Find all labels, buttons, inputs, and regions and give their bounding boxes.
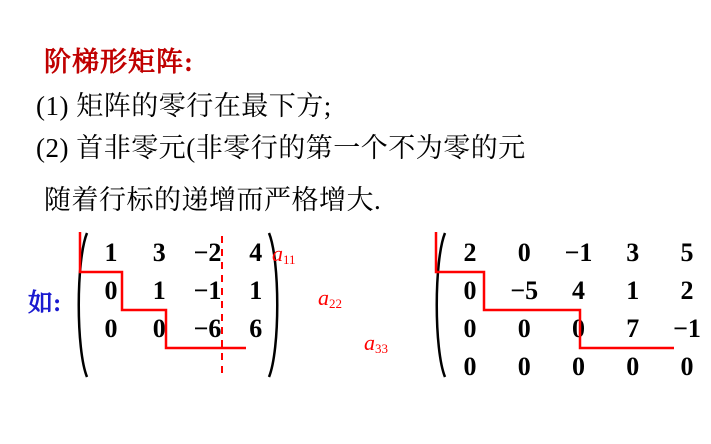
example-label: 如: <box>28 290 62 317</box>
cell: 1 <box>152 276 166 305</box>
matrix-one-left-paren <box>70 230 90 378</box>
table-row <box>90 310 277 348</box>
annotation-a22-sub: 22 <box>329 296 342 311</box>
cell: 0 <box>463 352 477 381</box>
annotation-a33-sub: 33 <box>375 341 388 356</box>
rule-line-1: (1) 矩阵的零行在最下方; <box>36 91 332 121</box>
rule-line-2: (2) 首非零元(非零行的第一个不为零的元 <box>36 133 526 163</box>
cell: 0 <box>572 314 585 343</box>
cell: 4 <box>572 276 585 305</box>
annotation-a22-base: a <box>318 285 329 310</box>
cell: 0 <box>626 352 640 381</box>
cell: 3 <box>626 238 640 267</box>
cell: −6 <box>193 314 222 343</box>
annotation-a33-base: a <box>364 330 375 355</box>
cell: 0 <box>152 314 166 343</box>
cell: 5 <box>680 238 694 267</box>
cell: 0 <box>572 352 585 381</box>
annotation-a22 <box>318 285 342 312</box>
cell: 2 <box>463 238 477 267</box>
annotation-a11-sub: 11 <box>283 252 296 267</box>
cell: 1 <box>626 276 640 305</box>
cell: 1 <box>249 276 263 305</box>
cell: 7 <box>626 314 640 343</box>
cell: 1 <box>104 238 118 267</box>
cell: 0 <box>104 276 118 305</box>
table-row <box>446 348 711 386</box>
cell: −2 <box>193 238 222 267</box>
cell: 0 <box>517 238 531 267</box>
cell: 0 <box>517 352 531 381</box>
table-row <box>446 234 711 272</box>
cell: −5 <box>510 276 539 305</box>
matrix-one-cells <box>90 234 277 348</box>
cell: 0 <box>463 276 477 305</box>
cell: 6 <box>249 314 263 343</box>
cell: −1 <box>564 238 593 267</box>
cell: 0 <box>680 352 694 381</box>
table-row <box>446 272 711 310</box>
annotation-a33 <box>364 330 388 357</box>
table-row <box>446 310 711 348</box>
cell: −1 <box>193 276 222 305</box>
annotation-a11 <box>272 241 296 268</box>
annotation-a11-base: a <box>272 241 283 266</box>
page-title: 阶梯形矩阵: <box>44 47 194 77</box>
matrix-two-cells <box>446 234 711 386</box>
table-row <box>90 272 277 310</box>
cell: 0 <box>463 314 477 343</box>
cell: −1 <box>673 314 701 343</box>
cell: 2 <box>680 276 694 305</box>
table-row <box>90 234 277 272</box>
rule-line-3: 随着行标的递增而严格增大. <box>44 185 382 215</box>
cell: 0 <box>104 314 118 343</box>
cell: 3 <box>152 238 166 267</box>
matrix-two-left-paren <box>428 230 448 378</box>
cell: 0 <box>517 314 531 343</box>
cell: 4 <box>249 238 263 267</box>
